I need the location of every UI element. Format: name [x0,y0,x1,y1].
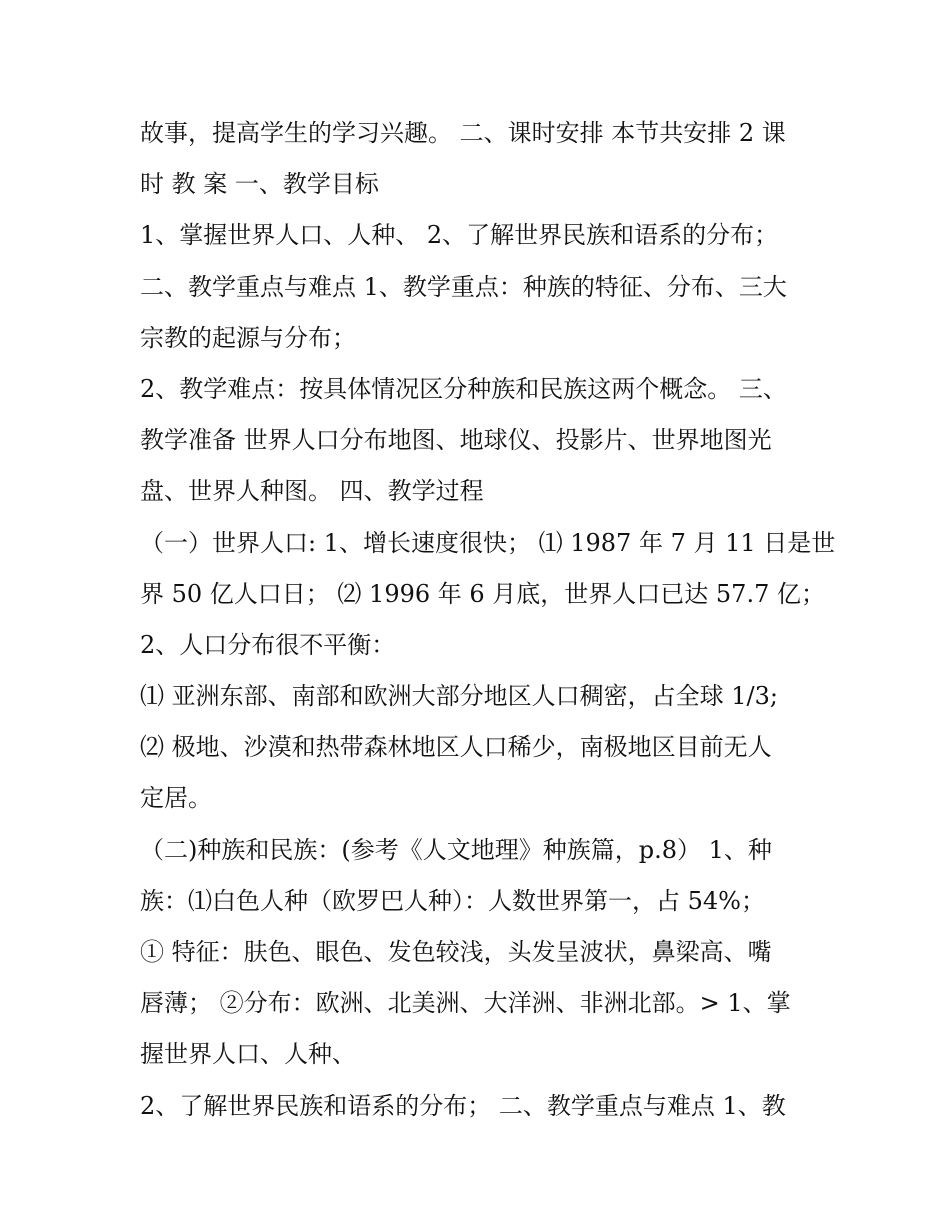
text-line: ⑵ 极地、沙漠和热带森林地区人口稀少，南极地区目前无人 [140,733,772,762]
text-line: （二)种族和民族：(参考《人文地理》种族篇，p.8） 1、种 [140,835,772,864]
text-line: 二、教学重点与难点 1、教学重点：种族的特征、分布、三大 [140,272,787,301]
text-line: 1、掌握世界人口、人种、 2、了解世界民族和语系的分布； [140,221,779,250]
text-line: （一）世界人口: 1、增长速度很快； ⑴ 1987 年 7 月 11 日是世 [140,528,836,557]
text-line: 时 教 案 一、教学目标 [140,170,379,199]
document-body [140,108,836,1132]
text-line: ① 特征：肤色、眼色、发色较浅，头发呈波状，鼻梁高、嘴 [140,938,772,966]
text-line: ⑴ 亚洲东部、南部和欧洲大部分地区人口稠密，占全球 1/3; [140,682,778,711]
text-line: 故事，提高学生的学习兴趣。 二、课时安排 本节共安排 2 课 [140,119,786,147]
text-line: 宗教的起源与分布； [140,323,356,352]
text-line: 界 50 亿人口日； ⑵ 1996 年 6 月底，世界人口已达 57.7 亿； [140,579,825,608]
text-line: 握世界人口、人种、 [140,1040,356,1069]
text-line: 2、人口分布很不平衡： [140,630,396,659]
text-line: 2、教学难点：按具体情况区分种族和民族这两个概念。 三、 [140,374,787,403]
text-line: 教学准备 世界人口分布地图、地球仪、投影片、世界地图光 [140,426,772,455]
text-line: 定居。 [140,784,212,813]
text-line: 2、了解世界民族和语系的分布； 二、教学重点与难点 1、教 [140,1091,786,1120]
text-line: 族：⑴白色人种（欧罗巴人种）：人数世界第一，占 54%； [140,886,765,915]
text-line: 盘、世界人种图。 四、教学过程 [140,477,484,506]
text-line: 唇薄； ②分布：欧洲、北美洲、大洋洲、非洲北部。> 1、掌 [140,989,791,1018]
